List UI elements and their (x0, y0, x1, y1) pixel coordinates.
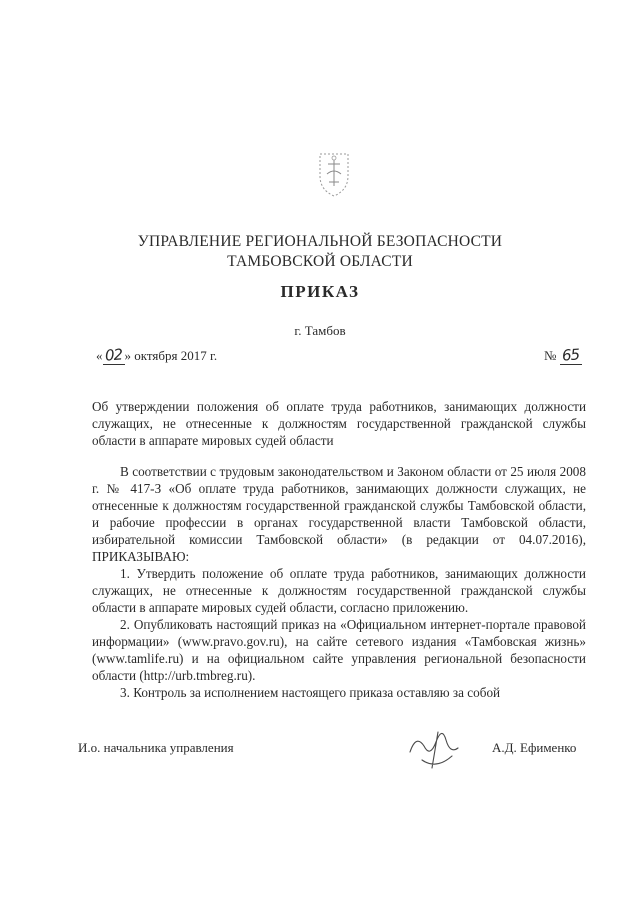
handwritten-signature (402, 712, 474, 774)
item-2-paragraph: 2. Опубликовать настоящий приказ на «Официальном интернет-портале правовой информации» (www.pravo.gov.ru), на сайте сетевого издания «Тамбовская жизнь» (www.tamlife.ru) и на официальном сайте управления региональной безопасности области (http://urb.tmbreg.ru). (92, 617, 586, 683)
date-rest: » октября 2017 г. (124, 348, 218, 363)
signatory-position: И.о. начальника управления (78, 740, 234, 755)
coat-of-arms-emblem (310, 146, 358, 198)
item-3-paragraph: 3. Контроль за исполнением настоящего приказа оставляю за собой (120, 685, 501, 700)
date-open-quote: « (96, 348, 103, 363)
preamble-paragraph: В соответствии с трудовым законодательством и Законом области от 25 июля 2008 г. № 417-З «Об оплате труда работников, занимающих должности служащих, не отнесенные к должностям государственной гражданской службы Тамбовской области, и рабочие профессии в органах государственной власти Тамбовской области, избирательной комиссии Тамбовской области» (в редакции от 04.07.2016), ПРИКАЗЫВАЮ: (92, 464, 586, 564)
item-1-paragraph: 1. Утвердить положение об оплате труда работников, занимающих должности служащих, не отнесенные к должностям государственной гражданской службы области в аппарате мировых судей области, согласно приложению. (92, 566, 586, 615)
city-label: г. Тамбов (294, 323, 346, 338)
order-subject: Об утверждении положения об оплате труда работников, занимающих должности служащих, не отнесенные к должностям государственной гражданской службы области в аппарате мировых судей области (92, 399, 586, 448)
date-day-handwritten: 02 (104, 345, 123, 365)
document-title: ПРИКАЗ (280, 282, 360, 301)
organization-line-1: УПРАВЛЕНИЕ РЕГИОНАЛЬНОЙ БЕЗОПАСНОСТИ (137, 233, 503, 250)
number-handwritten: 65 (561, 345, 580, 365)
organization-line-2: ТАМБОВСКОЙ ОБЛАСТИ (227, 253, 413, 270)
order-date (96, 346, 217, 365)
date-day-field (103, 346, 125, 365)
number-field (560, 346, 582, 365)
organization-name (0, 232, 640, 272)
order-number (544, 346, 582, 365)
order-body (92, 463, 586, 701)
signatory-name: А.Д. Ефименко (492, 740, 577, 755)
number-prefix: № (544, 348, 557, 363)
